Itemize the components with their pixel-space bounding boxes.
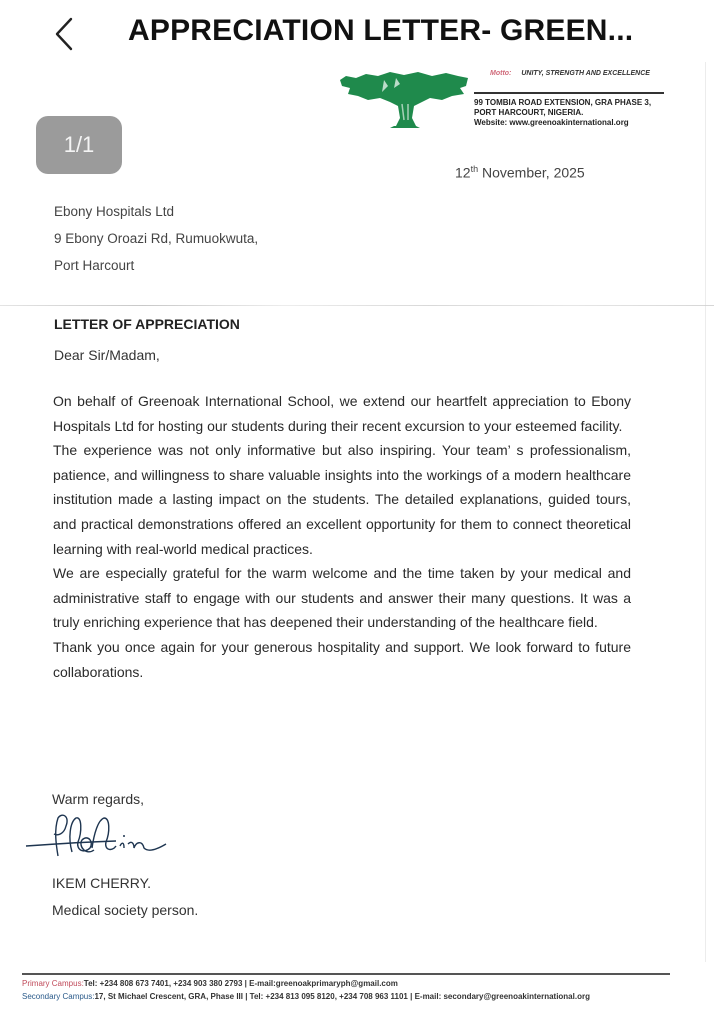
handwritten-signature-icon bbox=[24, 808, 174, 868]
letterhead-divider bbox=[474, 92, 664, 94]
date-suffix: th bbox=[470, 164, 479, 174]
school-address bbox=[474, 98, 651, 128]
primary-campus-info bbox=[22, 977, 682, 990]
letter-salutation: Dear Sir/Madam, bbox=[54, 347, 160, 363]
scan-artifact-line bbox=[0, 305, 714, 306]
date-day: 12 bbox=[455, 164, 471, 181]
page-edge-divider bbox=[705, 62, 706, 962]
letter-footer bbox=[22, 977, 682, 1003]
school-website: Website: www.greenoakinternational.org bbox=[474, 118, 629, 127]
body-paragraph-2: The experience was not only informative but also inspiring. Your team’ s professionalism, patience, and willingness to share valuable insights into the workings of a modern healthcare institution made a lasting impact on the students. The detailed explanations, guided tours, and practical demonstrations offered an excellent opportunity for them to connect theoretical learning with real-world medical practices. bbox=[53, 442, 631, 557]
document-title: APPRECIATION LETTER- GREEN... bbox=[128, 14, 634, 47]
green-oak-tree-logo-icon bbox=[338, 66, 470, 130]
secondary-campus-info bbox=[22, 990, 682, 1003]
motto-text: UNITY, STRENGTH AND EXCELLENCE bbox=[521, 70, 650, 77]
recipient-address bbox=[54, 198, 258, 279]
back-button[interactable] bbox=[44, 12, 84, 56]
signer-role: Medical society person. bbox=[52, 902, 199, 918]
motto-label: Motto: bbox=[490, 70, 512, 77]
letter-closing: Warm regards, bbox=[52, 791, 145, 807]
app-header bbox=[0, 0, 714, 62]
address-line-1: 99 TOMBIA ROAD EXTENSION, GRA PHASE 3, bbox=[474, 98, 652, 107]
secondary-campus-label: Secondary Campus: bbox=[22, 992, 95, 1001]
date-month-year: November, 2025 bbox=[478, 164, 585, 181]
primary-campus-text: Tel: +234 808 673 7401, +234 903 380 2793 | E-mail:greenoakprimaryph@gmail.com bbox=[83, 979, 398, 988]
page-counter-badge: 1/1 bbox=[36, 116, 122, 174]
recipient-line-2: 9 Ebony Oroazi Rd, Rumuokwuta, bbox=[54, 231, 259, 246]
school-motto bbox=[476, 70, 662, 77]
body-paragraph-3: We are especially grateful for the warm welcome and the time taken by your medical and administrative staff to engage with our students and answer their many questions. It was a truly enriching experience that has deepened their understanding of the healthcare field. bbox=[53, 565, 631, 631]
signer-name: IKEM CHERRY. bbox=[52, 875, 152, 891]
letter-body bbox=[53, 389, 631, 684]
footer-divider bbox=[22, 973, 670, 975]
letter-date bbox=[455, 164, 585, 181]
secondary-campus-text: 17, St Michael Crescent, GRA, Phase III | Tel: +234 813 095 8120, +234 708 963 1101 | E-mail: secondary@greenoakinternational.org bbox=[94, 992, 590, 1001]
chevron-left-icon bbox=[53, 16, 75, 52]
address-line-2: PORT HARCOURT, NIGERIA. bbox=[474, 108, 584, 117]
primary-campus-label: Primary Campus: bbox=[22, 979, 84, 988]
recipient-line-1: Ebony Hospitals Ltd bbox=[54, 204, 175, 219]
body-paragraph-1: On behalf of Greenoak International School, we extend our heartfelt appreciation to Ebony Hospitals Ltd for hosting our students during their recent excursion to your esteemed facility. bbox=[53, 393, 631, 434]
letter-subject: LETTER OF APPRECIATION bbox=[54, 316, 240, 332]
recipient-line-3: Port Harcourt bbox=[54, 258, 135, 273]
body-paragraph-4: Thank you once again for your generous hospitality and support. We look forward to future collaborations. bbox=[53, 638, 631, 680]
